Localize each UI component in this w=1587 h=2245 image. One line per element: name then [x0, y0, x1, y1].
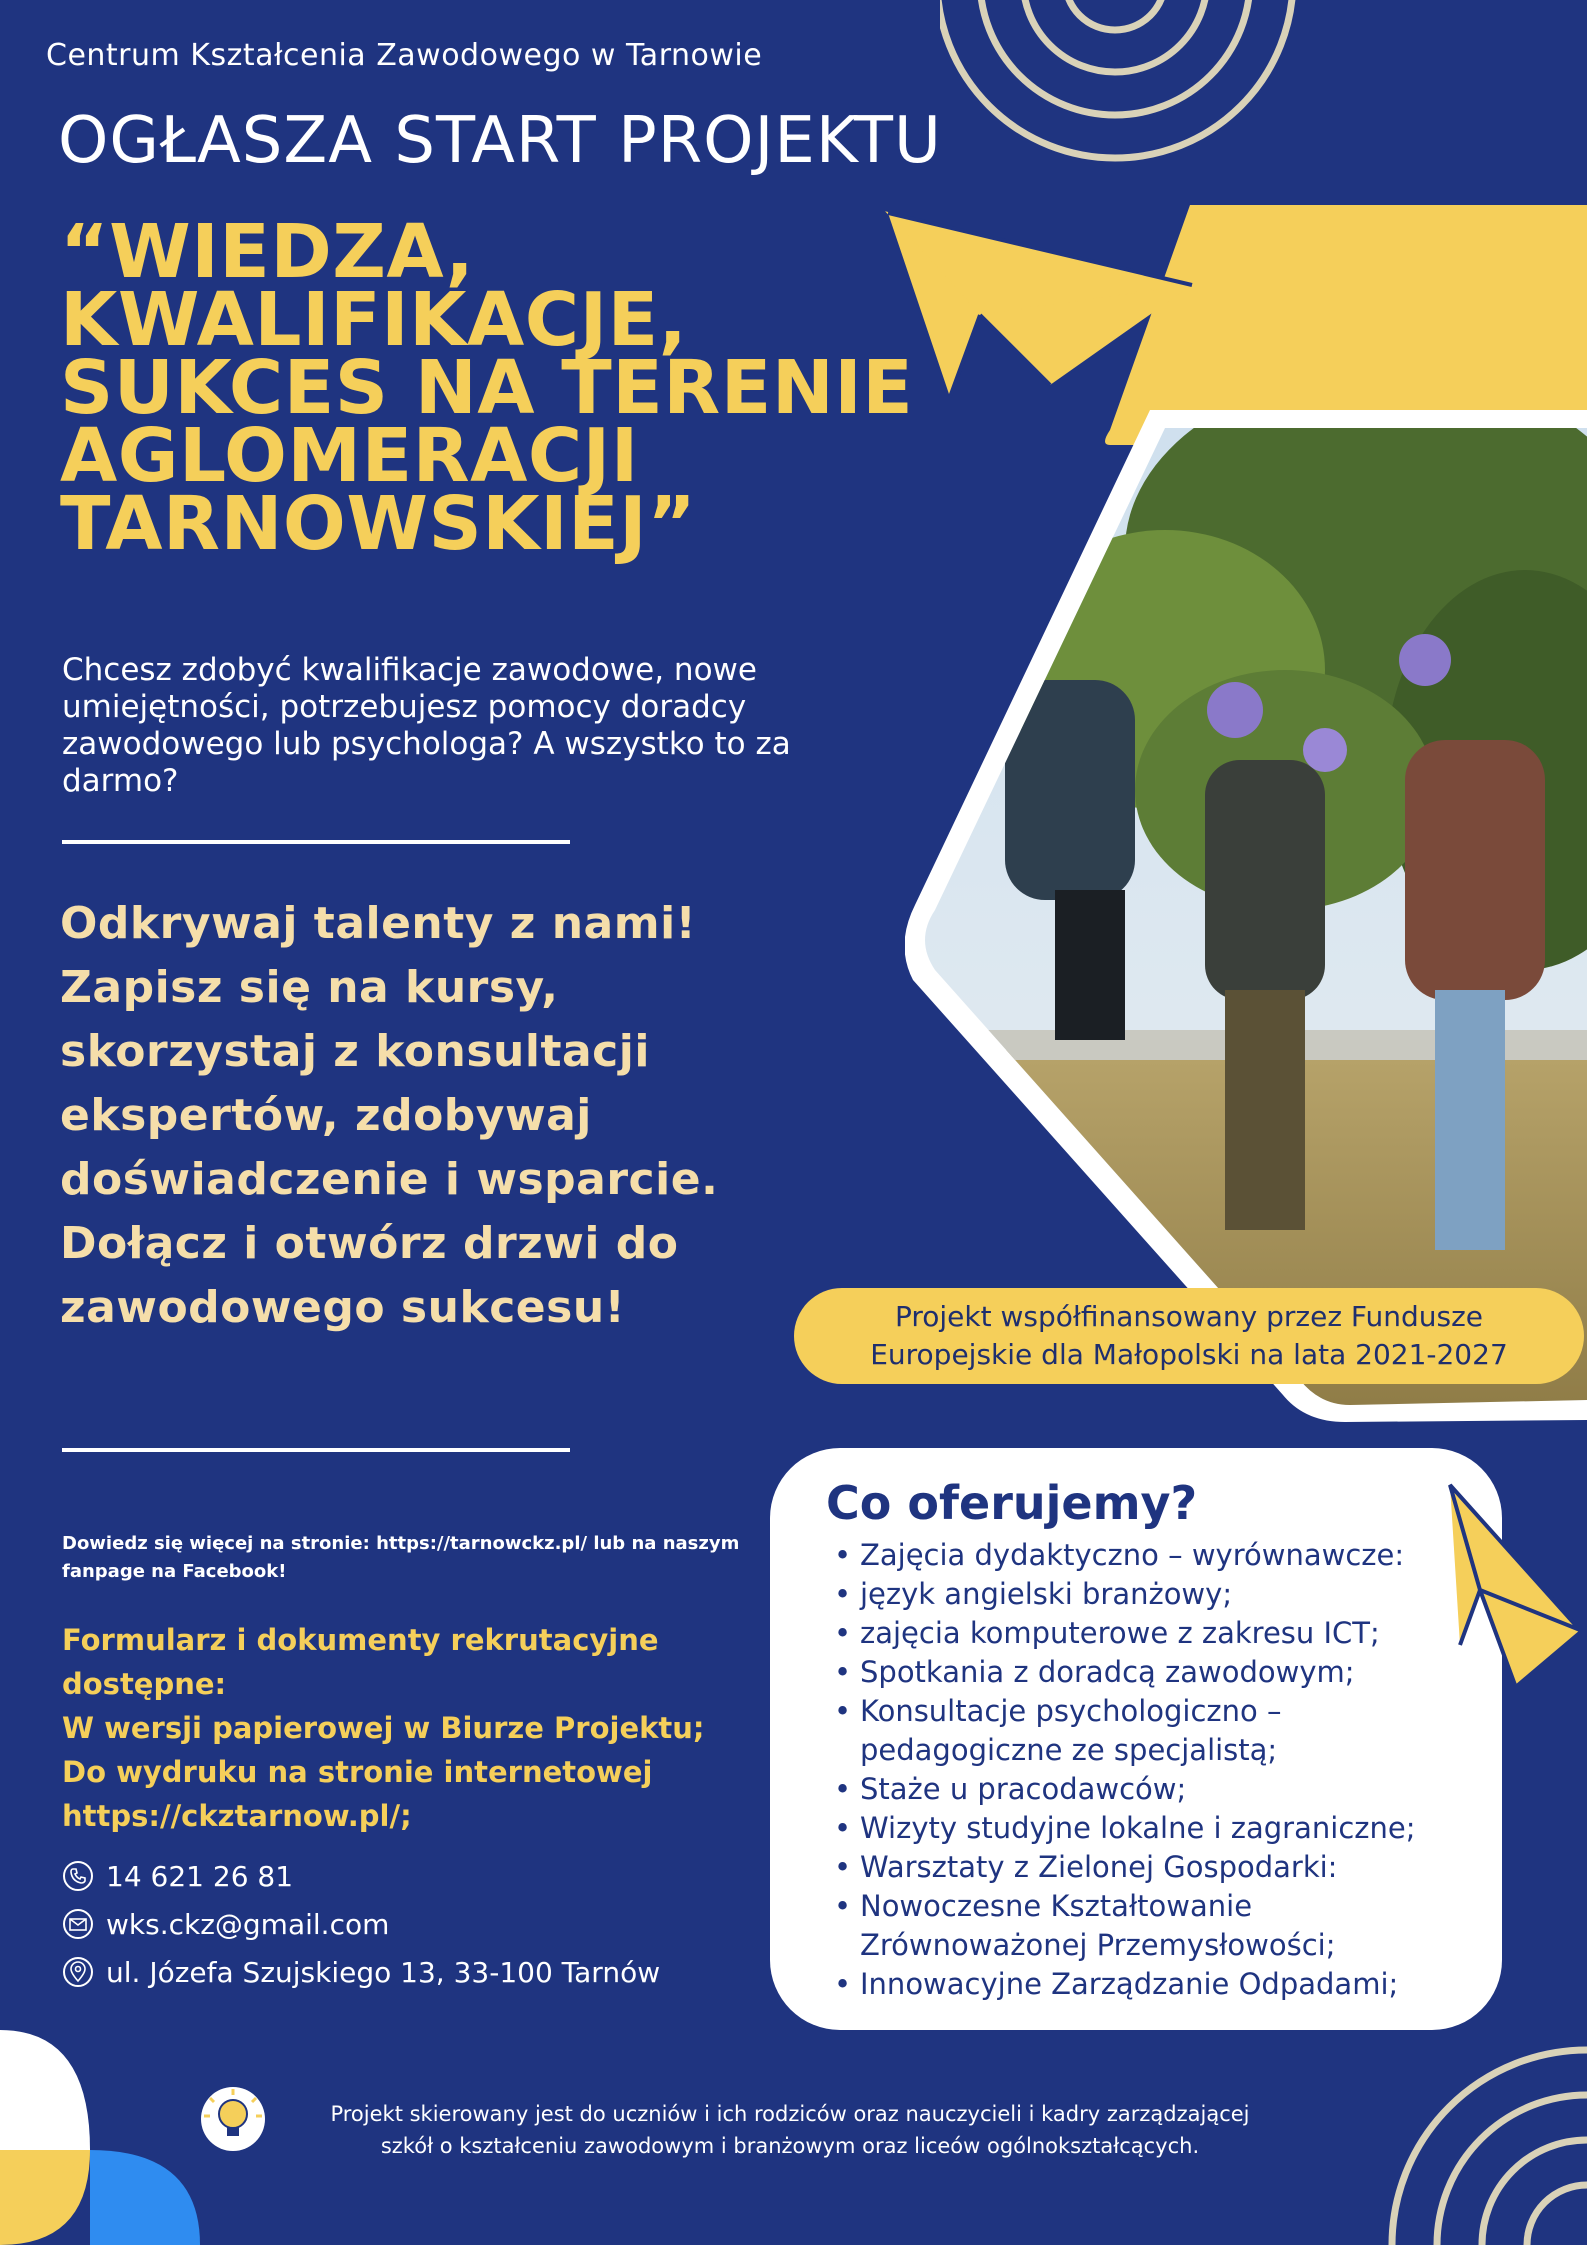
footer-line: Projekt skierowany jest do uczniów i ich rodziców oraz nauczycieli i kadry zarządzającej: [330, 2102, 1250, 2126]
title-line: “WIEDZA,: [60, 209, 475, 295]
phone-number[interactable]: 14 621 26 81: [106, 1859, 294, 1893]
announcement-heading: OGŁASZA START PROJEKTU: [58, 104, 942, 178]
phone-icon: [62, 1860, 94, 1892]
arcs-decoration-top: [940, 0, 1587, 200]
offer-item: • Spotkania z doradcą zawodowym;: [832, 1653, 1472, 1692]
title-line: TARNOWSKIEJ”: [60, 481, 697, 567]
email-address[interactable]: wks.ckz@gmail.com: [106, 1907, 390, 1941]
location-icon: [62, 1956, 94, 1988]
hero-photo: [905, 410, 1587, 1430]
divider-bottom: [62, 1448, 570, 1452]
offer-title: Co oferujemy?: [826, 1476, 1198, 1530]
contact-address: [62, 1954, 762, 1990]
intro-text: Chcesz zdobyć kwalifikacje zawodowe, nowe umiejętności, potrzebujesz pomocy doradcy zawodowego lub psychologa? A wszystko to za darmo?: [62, 652, 791, 799]
offer-list: [832, 1536, 1472, 2004]
title-line: AGLOMERACJI: [60, 413, 639, 499]
offer-item: • Wizyty studyjne lokalne i zagraniczne;: [832, 1809, 1472, 1848]
paper-plane-icon: [1420, 1480, 1587, 1690]
offer-item: • Zajęcia dydaktyczno – wyrównawcze:: [832, 1536, 1472, 1575]
corner-shapes-decoration: [0, 2030, 220, 2245]
contact-phone: [62, 1858, 762, 1894]
footer-line: szkół o kształceniu zawodowym i branżowym oraz liceów ogólnokształcących.: [380, 2134, 1200, 2158]
title-line: KWALIFIKACJE,: [60, 277, 688, 363]
offer-item: • Staże u pracodawców;: [832, 1770, 1472, 1809]
offer-item: • zajęcia komputerowe z zakresu ICT;: [832, 1614, 1472, 1653]
street-address: ul. Józefa Szujskiego 13, 33-100 Tarnów: [106, 1955, 661, 1989]
forms-info: [62, 1618, 782, 1838]
talent-paragraph: Odkrywaj talenty z nami! Zapisz się na kursy, skorzystaj z konsultacji ekspertów, zdobywaj doświadczenie i wsparcie. Dołącz i otwórz drzwi do zawodowego sukcesu!: [60, 898, 719, 1333]
organization-name: Centrum Kształcenia Zawodowego w Tarnowie: [46, 38, 763, 73]
forms-line: dostępne:: [62, 1667, 227, 1701]
forms-line: Do wydruku na stronie internetowej: [62, 1755, 653, 1789]
offer-item: • Warsztaty z Zielonej Gospodarki:: [832, 1848, 1472, 1887]
funding-badge: [794, 1288, 1584, 1384]
more-info-text: Dowiedz się więcej na stronie: https://tarnowckz.pl/ lub na naszym fanpage na Facebook!: [62, 1533, 740, 1582]
forms-line: Formularz i dokumenty rekrutacyjne: [62, 1623, 659, 1657]
offer-item: • Konsultacje psychologiczno – pedagogiczne ze specjalistą;: [832, 1692, 1472, 1770]
arcs-decoration-bottom: [1320, 2020, 1587, 2245]
offer-item: • Innowacyjne Zarządzanie Odpadami;: [832, 1965, 1472, 2004]
funding-line: Projekt współfinansowany przez Fundusze: [894, 1300, 1484, 1333]
project-title: [60, 209, 960, 567]
offer-item: • język angielski branżowy;: [832, 1575, 1472, 1614]
footer-note: [250, 2098, 1330, 2162]
funding-line: Europejskie dla Małopolski na lata 2021-2027: [870, 1338, 1508, 1371]
offer-item: • Nowoczesne Kształtowanie Zrównoważonej Przemysłowości;: [832, 1887, 1472, 1965]
forms-line: https://ckztarnow.pl/;: [62, 1799, 412, 1833]
mail-icon: [62, 1908, 94, 1940]
title-line: SUKCES NA TERENIE: [60, 345, 914, 431]
forms-line: W wersji papierowej w Biurze Projektu;: [62, 1711, 705, 1745]
divider-top: [62, 840, 570, 844]
contact-email: [62, 1906, 762, 1942]
